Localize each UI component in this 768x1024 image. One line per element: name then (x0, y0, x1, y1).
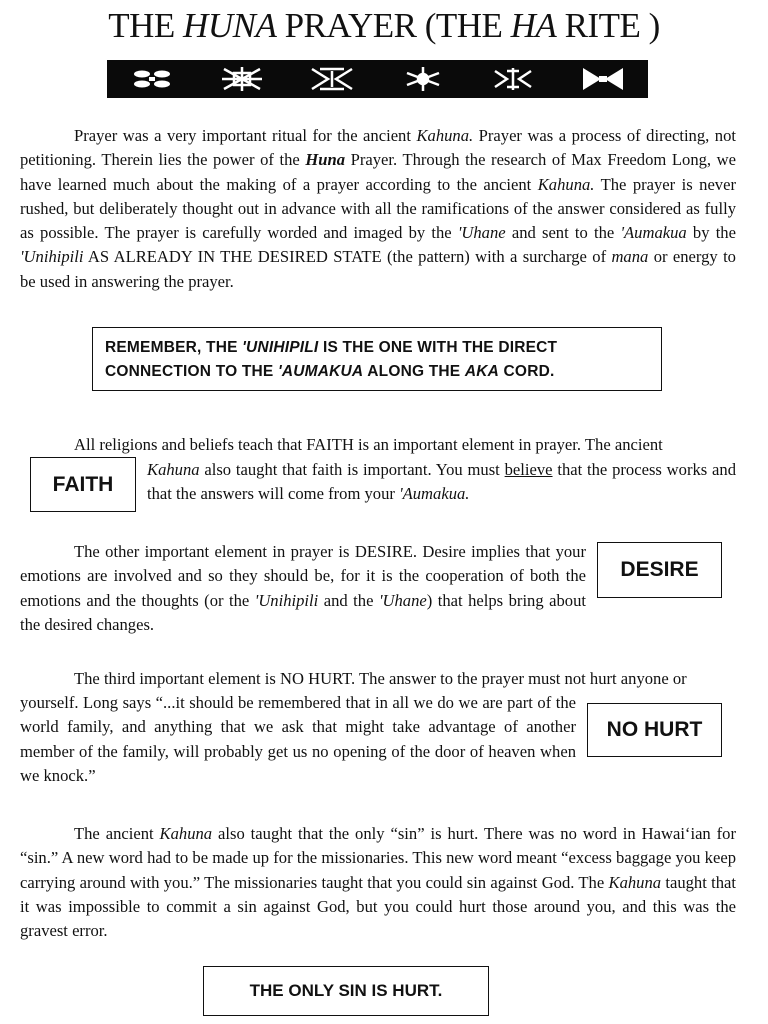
tapa-motif-icon (579, 65, 627, 93)
decorative-banner (107, 60, 648, 98)
tapa-motif-icon (128, 65, 176, 93)
tapa-motif-icon (218, 65, 266, 93)
nohurt-label-box: NO HURT (587, 703, 722, 757)
tapa-motif-icon (308, 65, 356, 93)
tapa-motif-icon (399, 65, 447, 93)
page-title: THE HUNA PRAYER (THE HA RITE ) (108, 6, 660, 45)
faith-first-line: All religions and beliefs teach that FAITH is an important element in prayer. The ancient (74, 435, 663, 454)
remember-callout-box (92, 327, 662, 391)
sin-paragraph: The ancient Kahuna also taught that the only “sin” is hurt. There was no word in Hawai‘ian for “sin.” A new word had to be made up for the missionaries. This new word meant “excess baggage you keep carrying around with you.” The missionaries taught that you could sin against God. The Kahuna taught that it was impossible to commit a sin against God, but you could hurt those around you, and this was the gravest error. (20, 824, 737, 941)
desire-paragraph: The other important element in prayer is DESIRE. Desire implies that your emotions are involved and so they should be, for it is the cooperation of both the emotions and the thoughts (or the 'Unihipili and the 'Uhane) that helps bring about the desired changes. (20, 542, 586, 634)
desire-label-box: DESIRE (597, 542, 722, 598)
nohurt-paragraph-rest: yourself. Long says “...it should be remembered that in all we do we are part of the world family, and anything that we ask that might take advantage of another member of the family, will probably get us no opening of the door of heaven when we knock.” (20, 693, 576, 785)
faith-label-box: FAITH (30, 457, 136, 512)
faith-paragraph-rest: Kahuna also taught that faith is important. You must believe that the process works and that the answers will come from your 'Aumakua. (147, 460, 737, 504)
remember-line-1: REMEMBER, THE 'UNIHIPILI IS THE ONE WITH THE DIRECT (105, 339, 558, 356)
intro-paragraph: Prayer was a very important ritual for the ancient Kahuna. Prayer was a process of directing, not petitioning. Therein lies the power of the Huna Prayer. Through the research of Max Freedom Long, we have learned much about the making of a prayer according to the ancient Kahuna. The prayer is never rushed, but deliberately thought out in advance with all the ramifications of the answer considered as fully as possible. The prayer is carefully worded and imaged by the 'Uhane and sent to the 'Aumakua by the 'Unihipili AS ALREADY IN THE DESIRED STATE (the pattern) with a surcharge of mana or energy to be used in answering the prayer. (20, 126, 737, 291)
only-sin-callout-box: THE ONLY SIN IS HURT. (203, 966, 489, 1016)
nohurt-first-line: The third important element is NO HURT. The answer to the prayer must not hurt anyone or (74, 669, 687, 688)
tapa-motif-icon (489, 65, 537, 93)
remember-line-2: CONNECTION TO THE 'AUMAKUA ALONG THE AKA CORD. (105, 363, 555, 380)
